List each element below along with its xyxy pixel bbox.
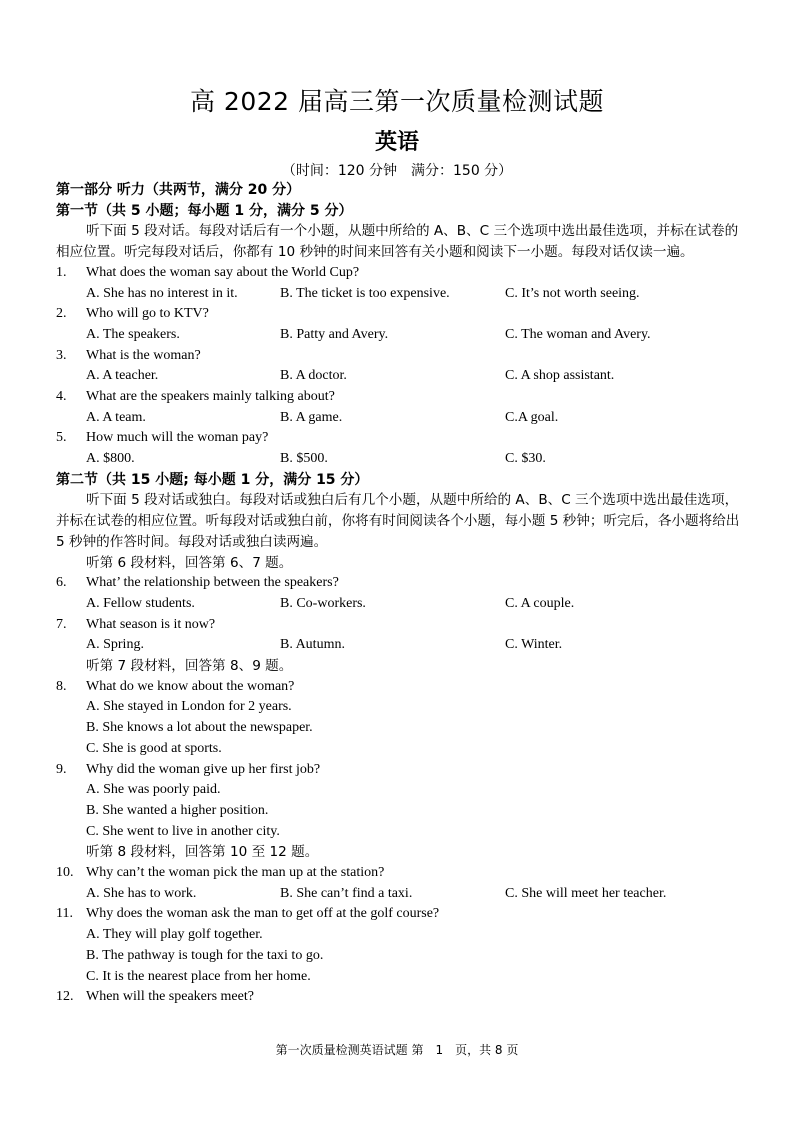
option-a: A. Fellow students. [86, 595, 195, 611]
option-c: C. It’s not worth seeing. [505, 285, 640, 301]
option-a: A. She was poorly paid. [86, 782, 221, 798]
question-11 [56, 904, 746, 925]
question-text: What do we know about the woman? [86, 678, 295, 694]
option-b: B. Patty and Avery. [280, 326, 389, 342]
question-number: 12. [56, 989, 74, 1005]
material-note-7: 听第 7 段材料，回答第 8、9 题。 [86, 658, 293, 675]
question-text: How much will the woman pay? [86, 430, 269, 446]
option-b: B. She knows a lot about the newspaper. [86, 720, 313, 736]
section1-instructions: 听下面 5 段对话。每段对话后有一个小题，从题中所给的 A、B、C 三个选项中选出最佳选项，并标在试卷的相应位置。听完每段对话后，你都有 10 秒钟的时间来回答有关小题和阅读下一小题。每段对话仅读一遍。 [56, 223, 739, 261]
option-b: B. The pathway is tough for the taxi to go. [86, 947, 324, 963]
question-2 [56, 304, 746, 325]
question-number: 11. [56, 906, 73, 922]
option-a: A. She stayed in London for 2 years. [86, 699, 292, 715]
question-text: When will the speakers meet? [86, 989, 254, 1005]
question-number: 5. [56, 430, 67, 446]
option-b: B. A doctor. [280, 368, 347, 384]
question-text: What season is it now? [86, 616, 216, 632]
question-7 [56, 615, 746, 636]
exam-content [56, 180, 746, 1008]
question-number: 3. [56, 347, 67, 363]
option-b: B. A game. [280, 409, 343, 425]
options-10 [56, 884, 746, 905]
question-number: 2. [56, 306, 67, 322]
option-b: B. Autumn. [280, 637, 345, 653]
part1-heading: 第一部分 听力（共两节，满分 20 分） [56, 182, 301, 198]
question-number: 1. [56, 264, 67, 280]
question-text: Why did the woman give up her first job? [86, 761, 321, 777]
section2-instructions: 听下面 5 段对话或独白。每段对话或独白后有几个小题，从题中所给的 A、B、C 三个选项中选出最佳选项，并标在试卷的相应位置。听每段对话或独白前，你将有时间阅读各个小题，每小题 5 秒钟；听完后，各小题将给出 5 秒钟的作答时间。每段对话或独白读两遍。 [56, 492, 740, 550]
question-8 [56, 677, 746, 698]
question-5 [56, 428, 746, 449]
page-footer: 第一次质量检测英语试题 第 1 页，共 8 页 [275, 1043, 519, 1057]
question-number: 6. [56, 575, 67, 591]
question-number: 8. [56, 678, 67, 694]
option-a: A. $800. [86, 451, 135, 467]
option-a: A. They will play golf together. [86, 927, 263, 943]
option-b: B. The ticket is too expensive. [280, 285, 450, 301]
option-a: A. She has no interest in it. [86, 285, 238, 301]
question-12 [56, 987, 746, 1008]
option-c: C. She is good at sports. [86, 740, 222, 756]
question-text: What are the speakers mainly talking about? [86, 388, 335, 404]
option-c: C.A goal. [505, 409, 559, 425]
options-5 [56, 449, 746, 470]
question-text: What does the woman say about the World Cup? [86, 264, 360, 280]
option-a: A. A teacher. [86, 368, 159, 384]
option-b: B. $500. [280, 451, 328, 467]
options-2 [56, 325, 746, 346]
material-note-8: 听第 8 段材料，回答第 10 至 12 题。 [86, 844, 319, 861]
question-number: 9. [56, 761, 67, 777]
options-3 [56, 366, 746, 387]
options-6 [56, 594, 746, 615]
question-number: 7. [56, 616, 67, 632]
option-c: C. A couple. [505, 595, 575, 611]
question-text: Who will go to KTV? [86, 306, 209, 322]
option-b: B. She can’t find a taxi. [280, 885, 413, 901]
question-1 [56, 263, 746, 284]
subject-title: 英语 [374, 130, 419, 155]
option-c: C. $30. [505, 451, 546, 467]
question-text: Why does the woman ask the man to get off at the golf course? [86, 906, 440, 922]
option-c: C. It is the nearest place from her home. [86, 968, 311, 984]
question-text: What is the woman? [86, 347, 201, 363]
option-c: C. A shop assistant. [505, 368, 615, 384]
option-c: C. She went to live in another city. [86, 823, 280, 839]
options-7 [56, 635, 746, 656]
option-c: C. Winter. [505, 637, 563, 653]
option-a: A. She has to work. [86, 885, 197, 901]
section2-heading: 第二节（共 15 小题; 每小题 1 分，满分 15 分） [56, 471, 369, 488]
question-text: Why can’t the woman pick the man up at the station? [86, 865, 385, 881]
material-note-6: 听第 6 段材料，回答第 6、7 题。 [86, 554, 293, 571]
question-number: 10. [56, 865, 74, 881]
option-a: A. Spring. [86, 637, 144, 653]
options-4 [56, 408, 746, 429]
exam-title: 高 2022 届高三第一次质量检测试题 [189, 87, 605, 116]
question-6 [56, 573, 746, 594]
question-10 [56, 863, 746, 884]
section1-heading: 第一节（共 5 小题；每小题 1 分，满分 5 分） [56, 202, 353, 219]
options-1 [56, 284, 746, 305]
question-9 [56, 760, 746, 781]
option-a: A. A team. [86, 409, 146, 425]
option-c: C. She will meet her teacher. [505, 885, 667, 901]
question-number: 4. [56, 388, 67, 404]
question-text: What’ the relationship between the speakers? [86, 575, 339, 591]
time-info: （时间：120 分钟 满分：150 分） [281, 163, 513, 179]
option-b: B. Co-workers. [280, 595, 366, 611]
question-4 [56, 387, 746, 408]
option-c: C. The woman and Avery. [505, 326, 651, 342]
option-a: A. The speakers. [86, 326, 180, 342]
question-3 [56, 346, 746, 367]
option-b: B. She wanted a higher position. [86, 802, 269, 818]
